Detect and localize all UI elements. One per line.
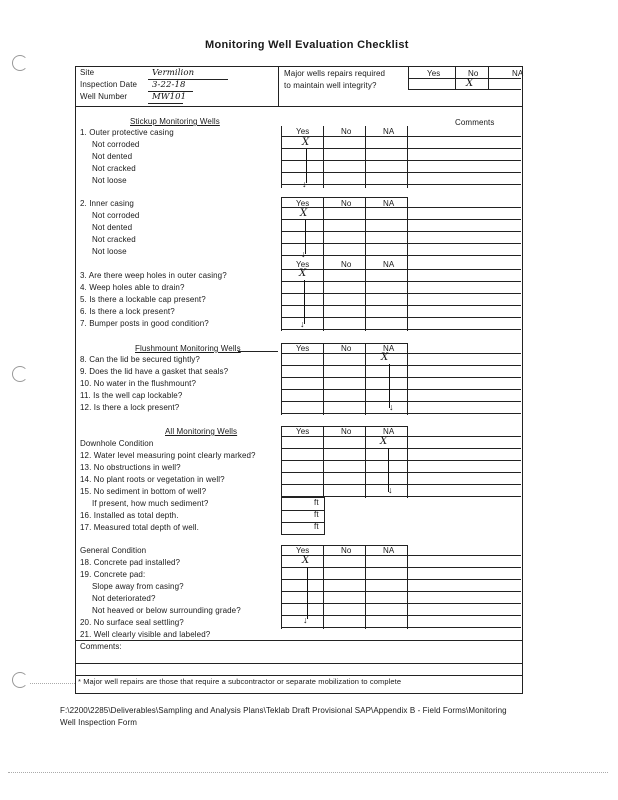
downhole-label: Downhole Condition <box>80 439 154 448</box>
major-no-mark: X <box>466 78 474 89</box>
general-no-header: No <box>341 546 352 555</box>
comments-header: Comments <box>455 118 495 127</box>
inner-item-2: Not dented <box>92 223 133 232</box>
pad-item-3: Not heaved or below surrounding grade? <box>92 606 241 615</box>
comments-label: Comments: <box>80 642 122 651</box>
inner-na-header: NA <box>383 199 395 208</box>
all-na-header: NA <box>383 427 395 436</box>
general-yes-header: Yes <box>296 546 310 555</box>
flush-na-mark: X <box>381 352 389 363</box>
question-14: 14. No plant roots or vegetation in well? <box>80 475 225 484</box>
stickup-section-title: Stickup Monitoring Wells <box>130 117 220 126</box>
inspection-date-label: Inspection Date <box>80 80 138 89</box>
comments-top-line <box>75 640 522 641</box>
question-12-flush: 12. Is there a lock present? <box>80 403 180 412</box>
scan-artifact-bottom <box>8 772 608 773</box>
inner-arrowhead: ↓ <box>301 249 306 259</box>
outer-no-header: No <box>341 127 352 136</box>
question-16: 16. Installed as total depth. <box>80 511 179 520</box>
question-17: 17. Measured total depth of well. <box>80 523 199 532</box>
inner-casing-label: 2. Inner casing <box>80 199 134 208</box>
question-20: 20. No surface seal settling? <box>80 618 184 627</box>
site-value: Vermilion <box>152 68 195 78</box>
question-8: 8. Can the lid be secured tightly? <box>80 355 200 364</box>
outer-item-3: Not cracked <box>92 164 136 173</box>
inner-item-1: Not corroded <box>92 211 140 220</box>
general-na-header: NA <box>383 546 395 555</box>
question-3: 3. Are there weep holes in outer casing? <box>80 271 227 280</box>
ft-unit-1: ft <box>314 498 319 507</box>
footnote: * Major well repairs are those that require a subcontractor or separate mobilization to complete <box>78 677 402 686</box>
stickup-yes-mark: X <box>299 268 307 279</box>
general-grid <box>281 545 408 629</box>
question-4: 4. Weep holes able to drain? <box>80 283 185 292</box>
stickup-yes-header: Yes <box>296 260 310 269</box>
general-label: General Condition <box>80 546 147 555</box>
ft-unit-2: ft <box>314 510 319 519</box>
flush-arrowhead: ↓ <box>389 402 394 412</box>
inspection-date-value: 3-22-18 <box>152 80 186 90</box>
outer-na-header: NA <box>383 127 395 136</box>
inner-item-4: Not loose <box>92 247 127 256</box>
all-na-mark: X <box>380 436 388 447</box>
inner-no-header: No <box>341 199 352 208</box>
punch-hole-middle <box>12 366 28 382</box>
outer-yes-arrow <box>306 149 307 183</box>
inner-item-3: Not cracked <box>92 235 136 244</box>
question-9: 9. Does the lid have a gasket that seals? <box>80 367 229 376</box>
punch-hole-top <box>12 55 28 71</box>
general-yes-arrow <box>307 567 308 619</box>
question-10: 10. No water in the flushmount? <box>80 379 197 388</box>
all-yes-header: Yes <box>296 427 310 436</box>
outer-item-2: Not dented <box>92 152 133 161</box>
stickup-no-header: No <box>341 260 352 269</box>
stickup-arrowhead: ↓ <box>300 319 305 329</box>
scan-artifact-line <box>30 683 75 684</box>
outer-item-1: Not corroded <box>92 140 140 149</box>
question-13: 13. No obstructions in well? <box>80 463 181 472</box>
general-arrowhead: ↓ <box>303 615 308 625</box>
page-title: Monitoring Well Evaluation Checklist <box>205 39 409 51</box>
major-repairs-question-2: to maintain well integrity? <box>284 81 377 90</box>
file-path-line-1: F:\2200\2285\Deliverables\Sampling and Analysis Plans\Teklab Draft Provisional SAP\Appendix B - Field Forms\Monitoring <box>60 706 507 715</box>
flush-na-header: NA <box>383 344 395 353</box>
all-arrowhead: ↓ <box>388 485 393 495</box>
site-label: Site <box>80 68 95 77</box>
major-repairs-question-1: Major wells repairs required <box>284 69 386 78</box>
flush-no-header: No <box>341 344 352 353</box>
question-6: 6. Is there a lock present? <box>80 307 175 316</box>
comments-line-2 <box>75 675 522 676</box>
question-5: 5. Is there a lockable cap present? <box>80 295 206 304</box>
major-repairs-box <box>408 66 524 89</box>
question-12: 12. Water level measuring point clearly marked? <box>80 451 256 460</box>
flush-line <box>238 351 278 352</box>
header-bottom-line <box>75 106 522 107</box>
file-path-line-2: Well Inspection Form <box>60 718 137 727</box>
stickup-yes-arrow <box>304 280 305 324</box>
pad-item-2: Not deteriorated? <box>92 594 156 603</box>
question-21: 21. Well clearly visible and labeled? <box>80 630 211 639</box>
question-7: 7. Bumper posts in good condition? <box>80 319 209 328</box>
inner-yes-mark: X <box>300 208 308 219</box>
flush-yes-header: Yes <box>296 344 310 353</box>
ft-unit-3: ft <box>314 522 319 531</box>
well-number-underline <box>148 103 183 104</box>
comments-line-1 <box>75 663 522 664</box>
outer-yes-header: Yes <box>296 127 310 136</box>
all-section-title: All Monitoring Wells <box>165 427 238 436</box>
well-number-label: Well Number <box>80 92 128 101</box>
all-no-header: No <box>341 427 352 436</box>
major-na-header: NA <box>512 69 524 78</box>
major-yes-header: Yes <box>427 69 441 78</box>
pad-item-1: Slope away from casing? <box>92 582 184 591</box>
question-19: 19. Concrete pad: <box>80 570 146 579</box>
flush-section-title: Flushmount Monitoring Wells <box>135 344 241 353</box>
punch-hole-bottom <box>12 672 28 688</box>
question-18: 18. Concrete pad installed? <box>80 558 181 567</box>
header-divider <box>278 66 279 106</box>
question-11: 11. Is the well cap lockable? <box>80 391 183 400</box>
question-15: 15. No sediment in bottom of well? <box>80 487 207 496</box>
outer-arrowhead: ↓ <box>302 179 307 189</box>
well-number-value: MW101 <box>152 92 187 102</box>
sediment-question: If present, how much sediment? <box>92 499 209 508</box>
outer-item-4: Not loose <box>92 176 127 185</box>
outer-casing-label: 1. Outer protective casing <box>80 128 174 137</box>
inner-yes-header: Yes <box>296 199 310 208</box>
outer-yes-mark: X <box>302 137 310 148</box>
major-no-header: No <box>468 69 479 78</box>
general-yes-mark: X <box>302 555 310 566</box>
stickup-na-header: NA <box>383 260 395 269</box>
